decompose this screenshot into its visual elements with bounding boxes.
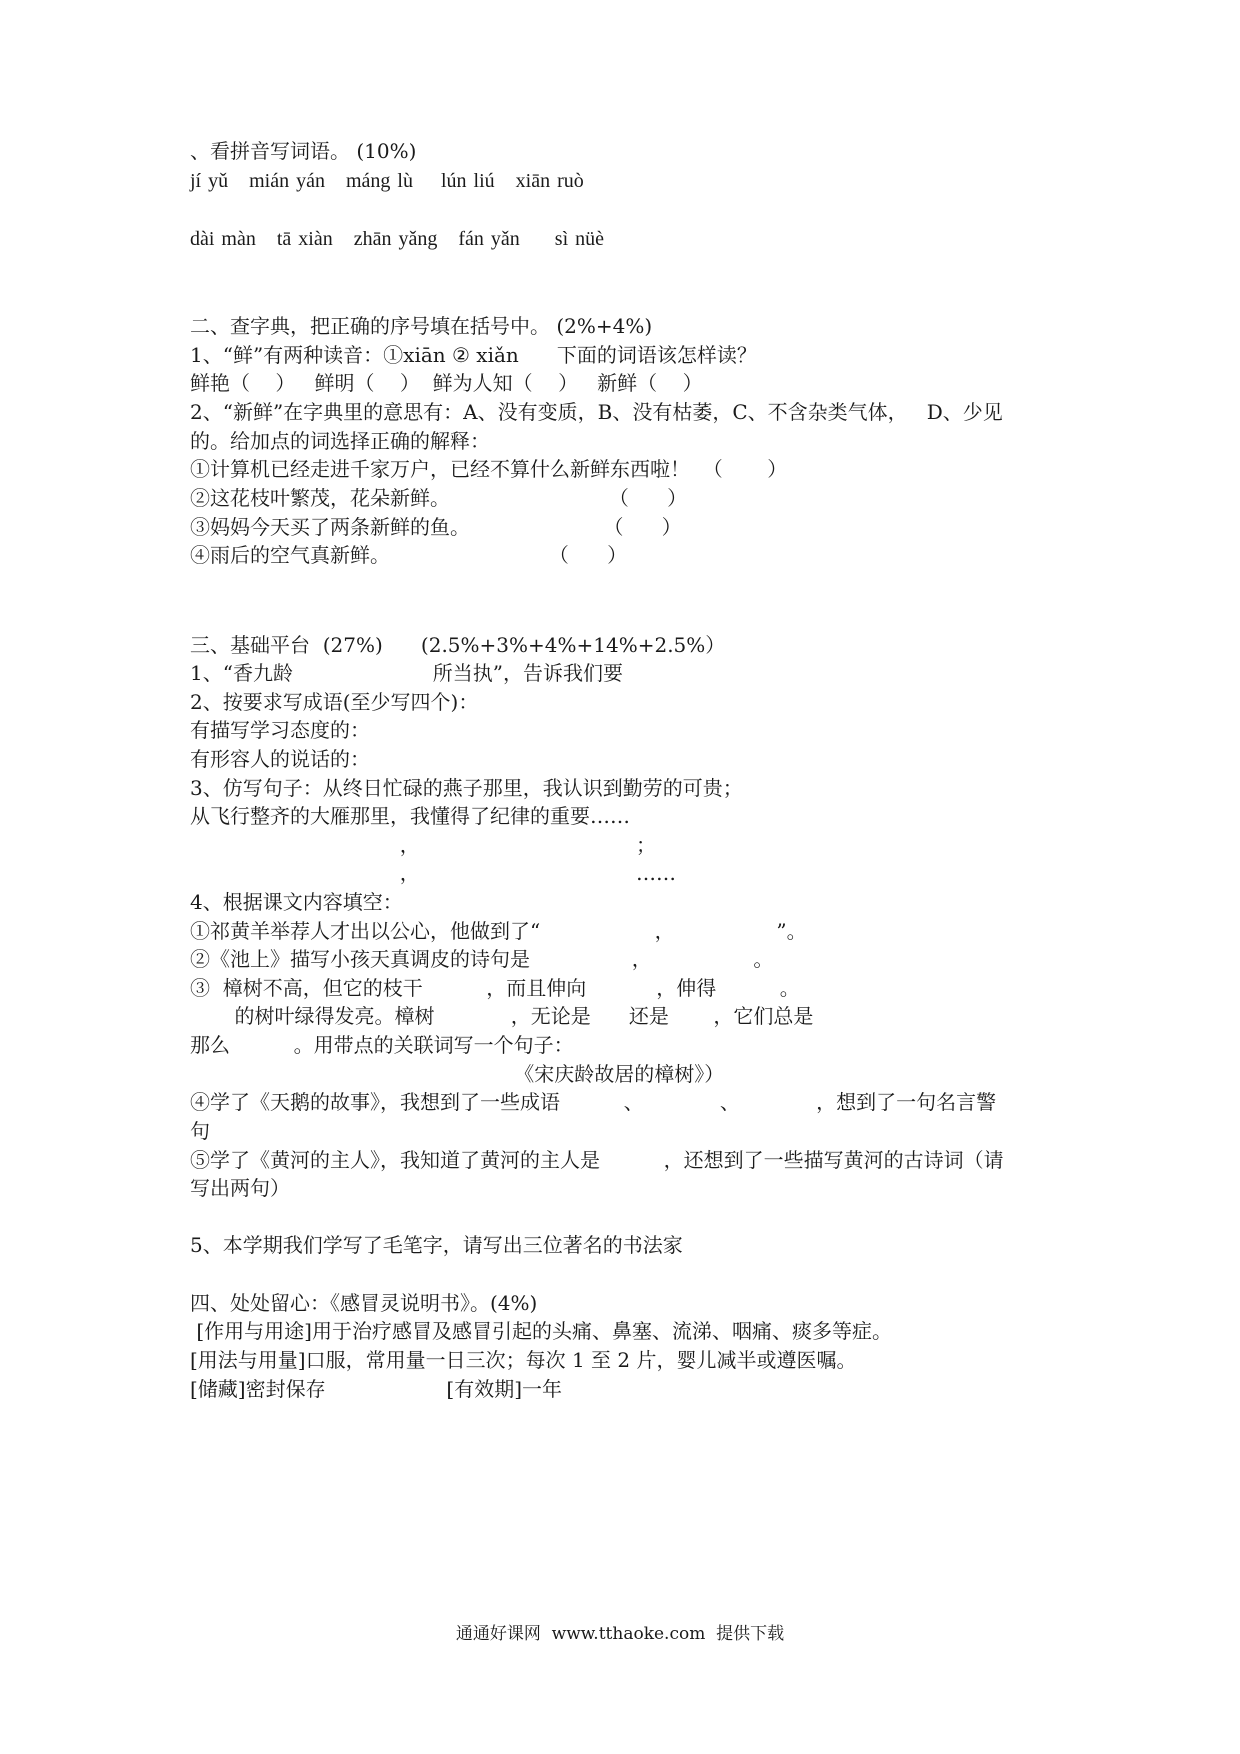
section4-line: [作用与用途]用于治疗感冒及感冒引起的头痛、鼻塞、流涕、咽痛、痰多等症。 xyxy=(190,1319,892,1343)
pinyin-row-1: jí yǔ mián yán máng lù lún liú xiān ruò xyxy=(190,170,584,192)
section3-line: 的树叶绿得发亮。樟树 ，无论是 还是 ，它们总是 xyxy=(190,1004,814,1028)
section2-item: ③妈妈今天买了两条新鲜的鱼。 （ ） xyxy=(190,515,682,539)
section3-line: ⑤学了《黄河的主人》，我知道了黄河的主人是 ，还想到了一些描写黄河的古诗词（请 xyxy=(190,1148,1004,1172)
section3-line: 句 xyxy=(190,1119,210,1143)
section3-line: 写出两句） xyxy=(190,1176,290,1200)
footer-credit: 通通好课网 www.tthaoke.com 提供下载 xyxy=(455,1624,785,1644)
section2-question-1-words: 鲜艳（ ） 鲜明（ ） 鲜为人知（ ） 新鲜（ ） xyxy=(190,371,703,395)
section3-line: 从飞行整齐的大雁那里，我懂得了纪律的重要…… xyxy=(190,804,630,828)
section3-line: 2、按要求写成语(至少写四个)： xyxy=(190,690,479,714)
section2-item: ①计算机已经走进千家万户，已经不算什么新鲜东西啦！ （ ） xyxy=(190,457,788,481)
section3-line: ③ 樟树不高，但它的枝干 ，而且伸向 ，伸得 。 xyxy=(190,976,800,1000)
section3-line: 有描写学习态度的： xyxy=(190,718,370,742)
section2-item: ②这花枝叶繁茂，花朵新鲜。 （ ） xyxy=(190,486,688,510)
section3-line: 有形容人的说话的： xyxy=(190,747,370,771)
section4-line: [用法与用量]口服，常用量一日三次；每次 1 至 2 片，婴儿减半或遵医嘱。 xyxy=(190,1348,857,1372)
section3-line: ②《池上》描写小孩天真调皮的诗句是 ， 。 xyxy=(190,947,774,971)
section2-item: ④雨后的空气真新鲜。 （ ） xyxy=(190,543,628,567)
section1-title: 、看拼音写词语。 (10%) xyxy=(190,139,417,163)
section2-question-2: 2、“新鲜”在字典里的意思有：A、没有变质，B、没有枯萎，C、不含杂类气体， D、少见 xyxy=(190,400,1003,424)
section3-line: 3、仿写句子：从终日忙碌的燕子那里，我认识到勤劳的可贵； xyxy=(190,776,743,800)
pinyin-row-2: dài màn tā xiàn zhān yǎng fán yǎn sì nüè xyxy=(190,228,604,250)
section3-line: 《宋庆龄故居的樟树》） xyxy=(190,1062,725,1086)
section3-line: 那么 。用带点的关联词写一个句子： xyxy=(190,1033,574,1057)
section4-line: [储藏]密封保存 [有效期]一年 xyxy=(190,1377,563,1401)
section3-line: 5、本学期我们学写了毛笔字，请写出三位著名的书法家 xyxy=(190,1233,683,1257)
section3-line: 1、“香九龄 所当执”，告诉我们要 xyxy=(190,661,624,685)
section3-line: 4、根据课文内容填空： xyxy=(190,890,403,914)
section4-title: 四、处处留心：《感冒灵说明书》。(4%) xyxy=(190,1291,538,1315)
section2-question-2-cont: 的。给加点的词选择正确的解释： xyxy=(190,429,490,453)
section3-line: ①祁黄羊举荐人才出以公心，他做到了“ ， ”。 xyxy=(190,919,807,943)
section2-title: 二、查字典，把正确的序号填在括号中。 (2%+4%) xyxy=(190,314,653,338)
section3-title: 三、基础平台 (27%) (2.5%+3%+4%+14%+2.5%） xyxy=(190,633,726,657)
section2-question-1: 1、“鲜”有两种读音：①xiān ② xiǎn 下面的词语该怎样读？ xyxy=(190,343,757,367)
section3-line: ， ； xyxy=(190,833,656,857)
section3-line: ， …… xyxy=(190,861,676,885)
section3-line: ④学了《天鹅的故事》，我想到了一些成语 、 、 ，想到了一句名言警 xyxy=(190,1090,997,1114)
